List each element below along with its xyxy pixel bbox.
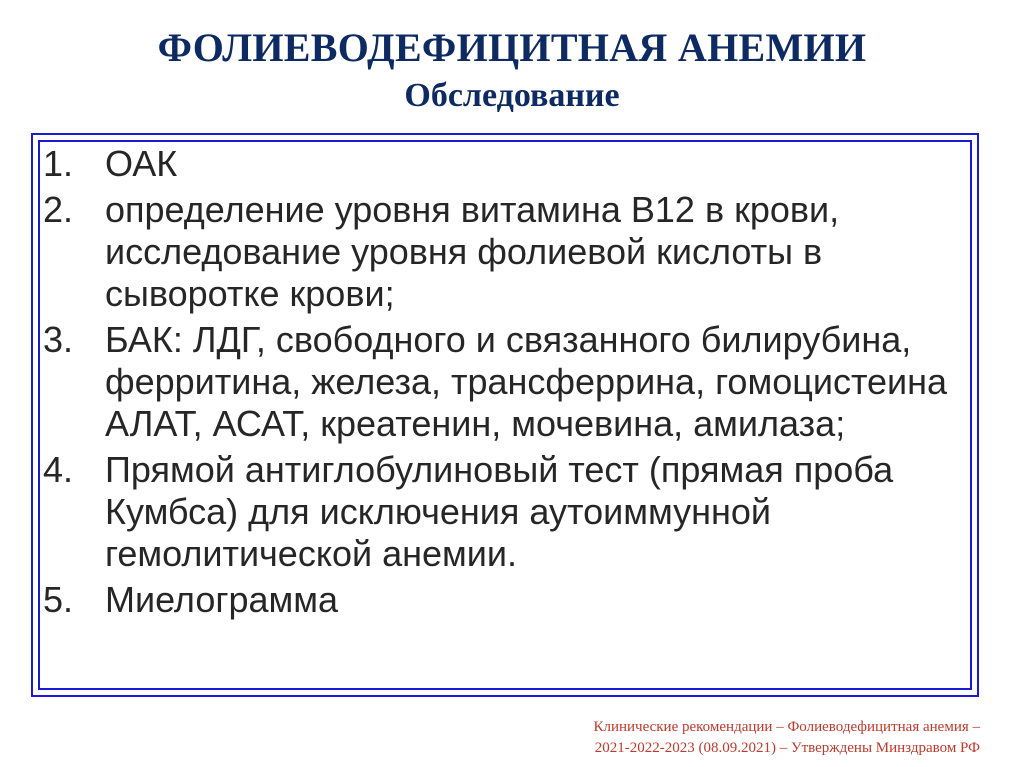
list-item-text: Миелограмма <box>105 579 339 620</box>
title-block <box>0 24 1024 118</box>
source-citation <box>460 717 980 759</box>
source-line-2: 2021-2022-2023 (08.09.2021) – Утверждены Минздравом РФ <box>594 740 980 756</box>
list-item <box>43 319 973 445</box>
list-item-number: 2. <box>43 189 74 230</box>
list-item-number: 5. <box>43 579 74 620</box>
source-line-1: Клинические рекомендации – Фолиеводефицитная анемия – <box>593 719 980 735</box>
list-item-text: БАК: ЛДГ, свободного и связанного билирубина, ферритина, железа, трансферрина, гомоцистеина АЛАТ, АСАТ, креатенин, мочевина, амилаза; <box>105 319 948 444</box>
list-item-number: 1. <box>43 143 74 184</box>
page-subtitle: Обследование <box>404 77 620 114</box>
list-item-text: ОАК <box>105 143 178 184</box>
list-item-text: определение уровня витамина В12 в крови, исследование уровня фолиевой кислоты в сыворотке крови; <box>105 189 840 314</box>
list-item <box>43 449 973 575</box>
list-item <box>43 143 973 185</box>
list-item-text: Прямой антиглобулиновый тест (прямая проба Кумбса) для исключения аутоиммунной гемолитической анемии. <box>105 449 894 574</box>
list-item-number: 3. <box>43 319 74 360</box>
list-item <box>43 189 973 315</box>
list-item-number: 4. <box>43 449 74 490</box>
list-item <box>43 579 973 621</box>
examination-list <box>43 143 973 625</box>
page-title: ФОЛИЕВОДЕФИЦИТНАЯ АНЕМИИ <box>157 25 867 70</box>
